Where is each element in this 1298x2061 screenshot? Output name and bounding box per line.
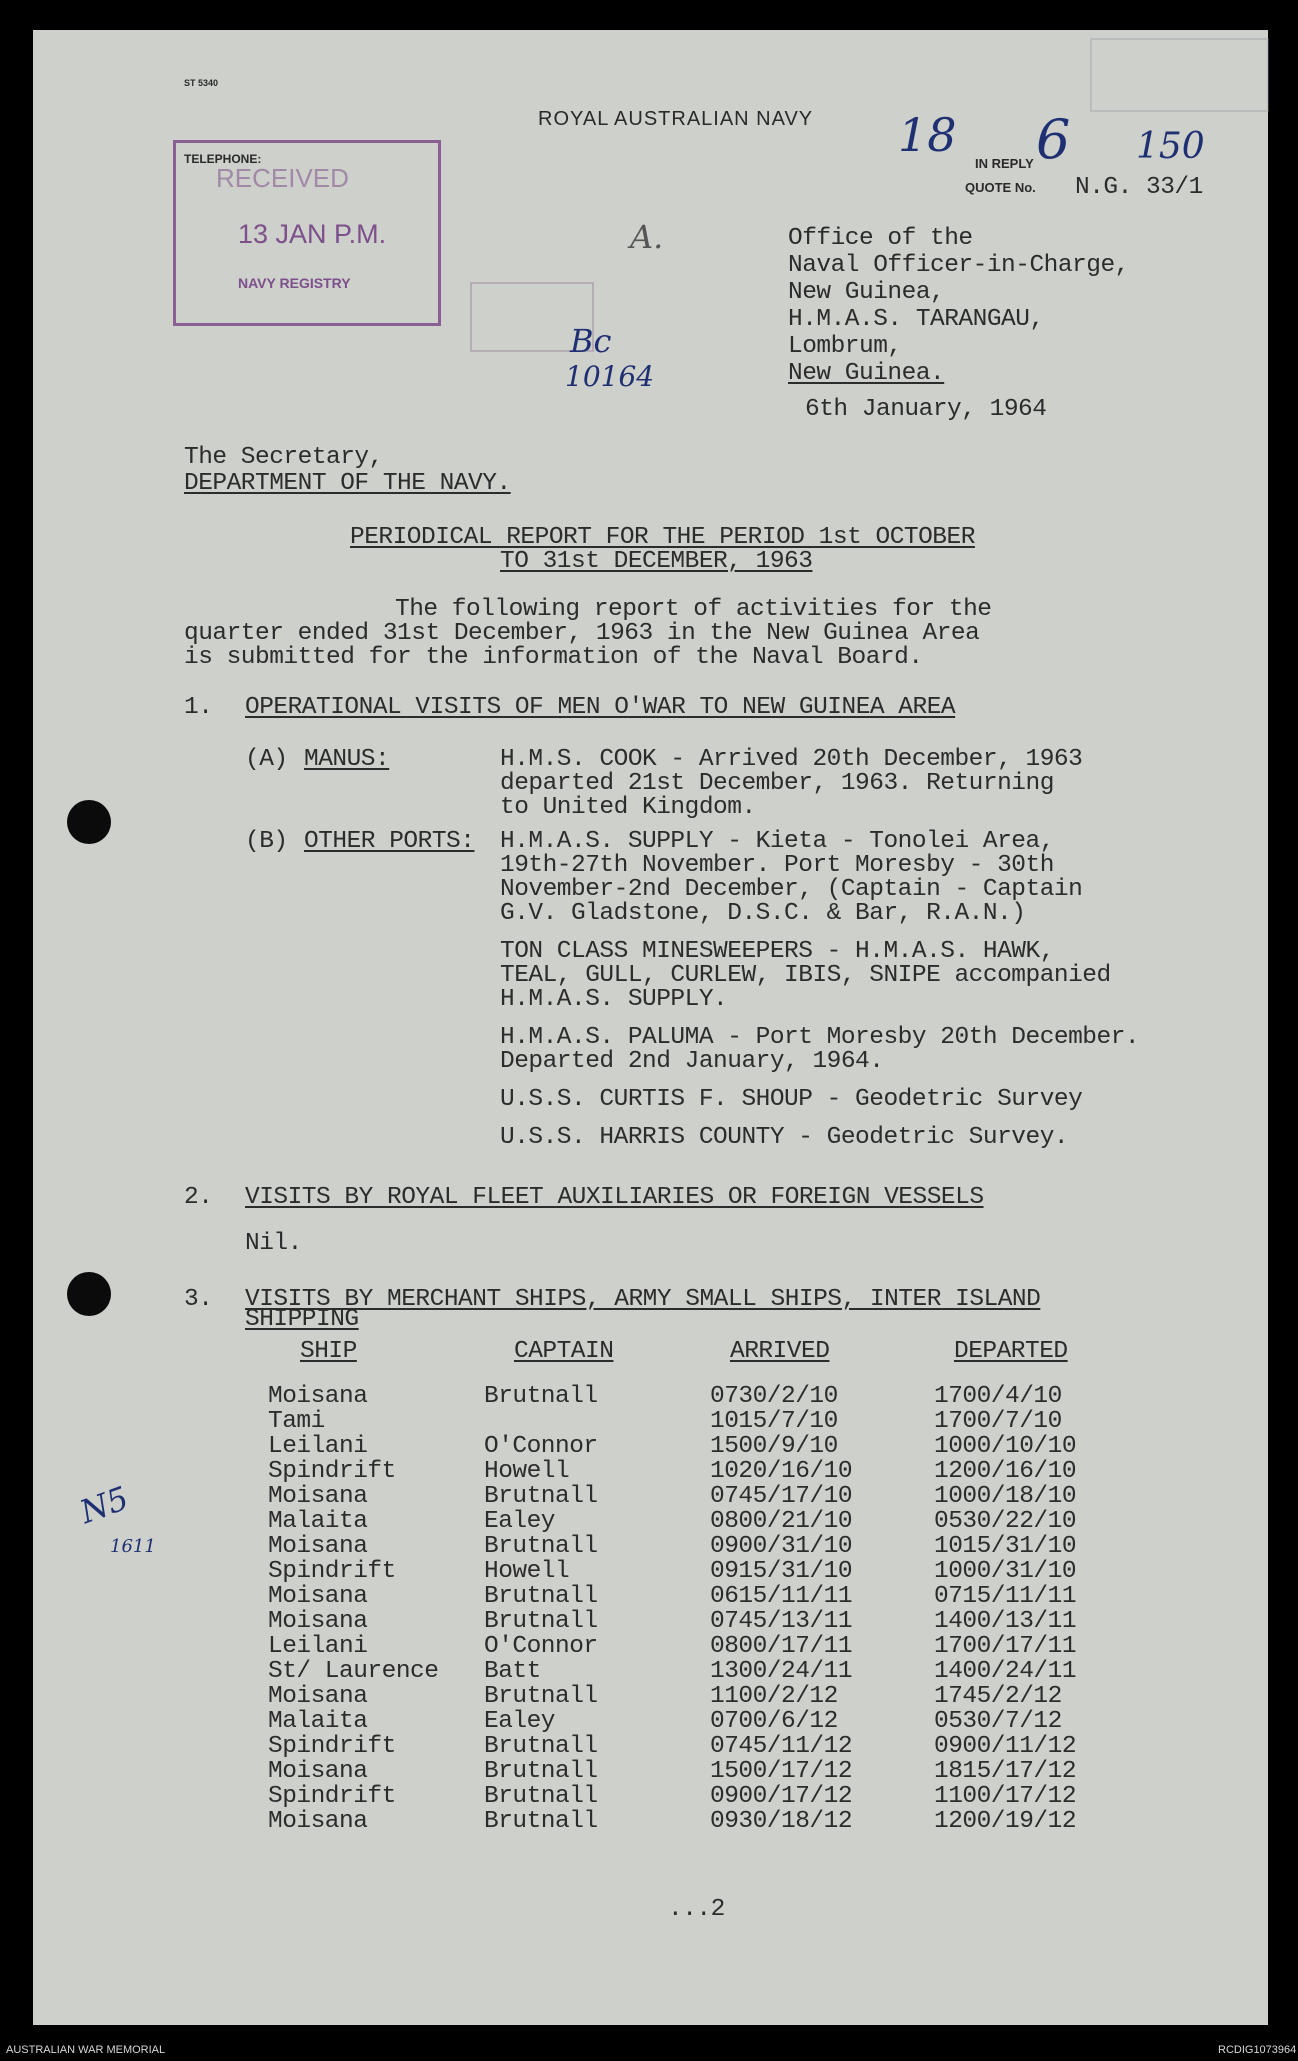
- captain-cell: Batt: [484, 1658, 541, 1685]
- captain-cell: Howell: [484, 1458, 570, 1485]
- body-line: U.S.S. HARRIS COUNTY - Geodetric Survey.: [500, 1124, 1069, 1151]
- table-row: [250, 1534, 1134, 1559]
- address-line: Office of the: [788, 225, 973, 252]
- captain-cell: Brutnall: [484, 1758, 598, 1785]
- other-ports-visits: [500, 828, 1140, 1151]
- departed-cell: 1000/31/10: [934, 1558, 1077, 1585]
- ship-cell: Moisana: [268, 1808, 368, 1835]
- arrived-cell: 0730/2/10: [710, 1383, 838, 1410]
- handwritten-mark: A.: [630, 218, 664, 256]
- arrived-cell: 0930/18/12: [710, 1808, 853, 1835]
- captain-cell: Brutnall: [484, 1808, 598, 1835]
- table-row: [250, 1784, 1134, 1809]
- departed-cell: 1400/13/11: [934, 1608, 1077, 1635]
- departed-cell: 1015/31/10: [934, 1533, 1077, 1560]
- arrived-cell: 1015/7/10: [710, 1408, 838, 1435]
- departed-cell: 0900/11/12: [934, 1733, 1077, 1760]
- departed-cell: 0530/7/12: [934, 1708, 1062, 1735]
- arrived-cell: 0800/17/11: [710, 1633, 853, 1660]
- intro-line: is submitted for the information of the Naval Board.: [184, 644, 923, 671]
- address-line: Naval Officer-in-Charge,: [788, 252, 1129, 279]
- report-title-line1: PERIODICAL REPORT FOR THE PERIOD 1st OCTOBER: [350, 524, 975, 551]
- departed-cell: 1000/10/10: [934, 1433, 1077, 1460]
- arrived-cell: 1020/16/10: [710, 1458, 853, 1485]
- body-line: TON CLASS MINESWEEPERS - H.M.A.S. HAWK,: [500, 938, 1054, 965]
- subsection-title: OTHER PORTS:: [304, 828, 475, 855]
- departed-cell: 1815/17/12: [934, 1758, 1077, 1785]
- ship-cell: Moisana: [268, 1758, 368, 1785]
- ship-cell: Malaita: [268, 1708, 368, 1735]
- table-row: [250, 1609, 1134, 1634]
- captain-cell: [484, 1409, 710, 1434]
- body-line: TEAL, GULL, CURLEW, IBIS, SNIPE accompanied: [500, 962, 1111, 989]
- table-row: [250, 1734, 1134, 1759]
- departed-cell: 0715/11/11: [934, 1583, 1077, 1610]
- in-reply-label: IN REPLY: [975, 156, 1034, 171]
- arrived-cell: 0745/17/10: [710, 1483, 853, 1510]
- ship-cell: Spindrift: [268, 1458, 396, 1485]
- body-line: to United Kingdom.: [500, 794, 756, 821]
- page-continuation: ...2: [668, 1896, 725, 1923]
- handwritten-bc: Bc: [570, 322, 612, 360]
- arrived-cell: 1100/2/12: [710, 1683, 838, 1710]
- table-header-row: [250, 1338, 1134, 1384]
- body-line: H.M.S. COOK - Arrived 20th December, 1963: [500, 746, 1083, 773]
- arrived-cell: 1500/17/12: [710, 1758, 853, 1785]
- captain-cell: Brutnall: [484, 1483, 598, 1510]
- departed-cell: 1745/2/12: [934, 1683, 1062, 1710]
- captain-cell: Ealey: [484, 1508, 556, 1535]
- handwritten-6: 6: [1036, 108, 1071, 171]
- address-line: New Guinea.: [788, 360, 945, 387]
- departed-cell: 1700/7/10: [934, 1408, 1062, 1435]
- body-line: November-2nd December, (Captain - Captain: [500, 876, 1083, 903]
- address-line: H.M.A.S. TARANGAU,: [788, 306, 1044, 333]
- arrived-cell: 0915/31/10: [710, 1558, 853, 1585]
- body-line: H.M.A.S. SUPPLY - Kieta - Tonolei Area,: [500, 828, 1054, 855]
- arrived-cell: 0745/13/11: [710, 1608, 853, 1635]
- intro-line: The following report of activities for the: [395, 596, 992, 623]
- section-number: 1.: [184, 694, 213, 721]
- ship-cell: Moisana: [268, 1608, 368, 1635]
- address-line: New Guinea,: [788, 279, 945, 306]
- ship-cell: Moisana: [268, 1683, 368, 1710]
- punch-hole-top: [67, 800, 111, 844]
- handwritten-18: 18: [898, 108, 957, 162]
- table-row: [250, 1659, 1134, 1684]
- letter-date: 6th January, 1964: [805, 396, 1047, 423]
- ship-cell: Moisana: [268, 1383, 368, 1410]
- subsection-label: (B): [245, 828, 288, 855]
- departed-cell: 1000/18/10: [934, 1483, 1077, 1510]
- body-line: H.M.A.S. PALUMA - Port Moresby 20th December.: [500, 1024, 1140, 1051]
- report-title-line2: TO 31st DECEMBER, 1963: [500, 548, 813, 575]
- arrived-cell: 0615/11/11: [710, 1583, 853, 1610]
- table-row: [250, 1459, 1134, 1484]
- intro-line: quarter ended 31st December, 1963 in the New Guinea Area: [184, 620, 980, 647]
- section-heading: VISITS BY MERCHANT SHIPS, ARMY SMALL SHIPS, INTER ISLAND: [245, 1286, 1041, 1313]
- subsection-label: (A): [245, 746, 288, 773]
- organization-title: ROYAL AUSTRALIAN NAVY: [538, 108, 814, 130]
- table-row: [250, 1634, 1134, 1659]
- ship-cell: St/ Laurence: [268, 1658, 439, 1685]
- arrived-cell: 0900/17/12: [710, 1783, 853, 1810]
- ship-cell: Spindrift: [268, 1733, 396, 1760]
- recipient-department: DEPARTMENT OF THE NAVY.: [184, 470, 511, 497]
- handwritten-150: 150: [1136, 126, 1205, 167]
- body-line: 19th-27th November. Port Moresby - 30th: [500, 852, 1054, 879]
- section-number: 3.: [184, 1286, 213, 1313]
- stamp-received: RECEIVED: [216, 163, 349, 193]
- handwritten-number: 10164: [565, 360, 655, 393]
- departed-cell: 1200/19/12: [934, 1808, 1077, 1835]
- arrived-cell: 0745/11/12: [710, 1733, 853, 1760]
- column-header-arrived: ARRIVED: [730, 1338, 830, 1365]
- departed-cell: 1200/16/10: [934, 1458, 1077, 1485]
- table-row: [250, 1559, 1134, 1584]
- table-row: [250, 1684, 1134, 1709]
- form-code: ST 5340: [184, 78, 219, 88]
- table-row: [250, 1484, 1134, 1509]
- section-heading-cont: SHIPPING: [245, 1306, 359, 1333]
- body-line: U.S.S. CURTIS F. SHOUP - Geodetric Survey: [500, 1086, 1083, 1113]
- ship-cell: Spindrift: [268, 1783, 396, 1810]
- table-row: [250, 1409, 1134, 1434]
- captain-cell: Brutnall: [484, 1608, 598, 1635]
- ship-cell: Spindrift: [268, 1558, 396, 1585]
- subsection-title: MANUS:: [304, 746, 390, 773]
- captain-cell: Brutnall: [484, 1583, 598, 1610]
- captain-cell: O'Connor: [484, 1433, 598, 1460]
- captain-cell: Brutnall: [484, 1733, 598, 1760]
- footer-id: RCDIG1073964: [1218, 2044, 1297, 2056]
- table-row: [250, 1709, 1134, 1734]
- handwritten-1611: 1611: [110, 1536, 156, 1557]
- section-heading: VISITS BY ROYAL FLEET AUXILIARIES OR FOREIGN VESSELS: [245, 1184, 984, 1211]
- table-row: [250, 1509, 1134, 1534]
- body-line: Departed 2nd January, 1964.: [500, 1048, 884, 1075]
- faint-stamp-mark: [1090, 38, 1269, 112]
- punch-hole-bottom: [67, 1272, 111, 1316]
- ship-cell: Moisana: [268, 1533, 368, 1560]
- manus-visits: [500, 746, 1083, 821]
- arrived-cell: 0900/31/10: [710, 1533, 853, 1560]
- departed-cell: 1400/24/11: [934, 1658, 1077, 1685]
- body-line: departed 21st December, 1963. Returning: [500, 770, 1054, 797]
- ship-cell: Moisana: [268, 1583, 368, 1610]
- column-header-captain: CAPTAIN: [514, 1338, 614, 1365]
- sender-address: [788, 225, 1129, 387]
- stamp-registry: NAVY REGISTRY: [238, 275, 351, 291]
- ship-cell: Malaita: [268, 1508, 368, 1535]
- table-row: [250, 1384, 1134, 1409]
- captain-cell: Ealey: [484, 1708, 556, 1735]
- column-header-departed: DEPARTED: [954, 1338, 1068, 1365]
- stamp-date: 13 JAN P.M.: [238, 219, 387, 249]
- ship-cell: Leilani: [268, 1633, 368, 1660]
- arrived-cell: 1300/24/11: [710, 1658, 853, 1685]
- ship-visits-table: [250, 1338, 1134, 1834]
- captain-cell: Brutnall: [484, 1533, 598, 1560]
- recipient-line: The Secretary,: [184, 444, 383, 471]
- section-body: Nil.: [245, 1230, 302, 1257]
- telephone-label: TELEPHONE:: [184, 152, 262, 166]
- captain-cell: Brutnall: [484, 1783, 598, 1810]
- departed-cell: 1100/17/12: [934, 1783, 1077, 1810]
- ship-cell: Moisana: [268, 1483, 368, 1510]
- departed-cell: 1700/4/10: [934, 1383, 1062, 1410]
- captain-cell: Howell: [484, 1558, 570, 1585]
- ship-cell: Tami: [268, 1408, 325, 1435]
- handwritten-n5: N5: [74, 1478, 134, 1532]
- body-line: H.M.A.S. SUPPLY.: [500, 986, 728, 1013]
- ship-cell: Leilani: [268, 1433, 368, 1460]
- section-heading: OPERATIONAL VISITS OF MEN O'WAR TO NEW GUINEA AREA: [245, 694, 956, 721]
- table-row: [250, 1434, 1134, 1459]
- captain-cell: Brutnall: [484, 1683, 598, 1710]
- column-header-ship: SHIP: [300, 1338, 357, 1365]
- table-row: [250, 1584, 1134, 1609]
- departed-cell: 1700/17/11: [934, 1633, 1077, 1660]
- quote-no-label: QUOTE No.: [965, 180, 1036, 195]
- arrived-cell: 0700/6/12: [710, 1708, 838, 1735]
- table-row: [250, 1809, 1134, 1834]
- footer-source: AUSTRALIAN WAR MEMORIAL: [6, 2044, 166, 2056]
- arrived-cell: 0800/21/10: [710, 1508, 853, 1535]
- departed-cell: 0530/22/10: [934, 1508, 1077, 1535]
- captain-cell: Brutnall: [484, 1383, 598, 1410]
- section-number: 2.: [184, 1184, 213, 1211]
- captain-cell: O'Connor: [484, 1633, 598, 1660]
- body-line: G.V. Gladstone, D.S.C. & Bar, R.A.N.): [500, 900, 1026, 927]
- table-row: [250, 1759, 1134, 1784]
- address-line: Lombrum,: [788, 333, 902, 360]
- arrived-cell: 1500/9/10: [710, 1433, 838, 1460]
- received-stamp: [173, 140, 441, 326]
- reference-number: N.G. 33/1: [1075, 174, 1203, 201]
